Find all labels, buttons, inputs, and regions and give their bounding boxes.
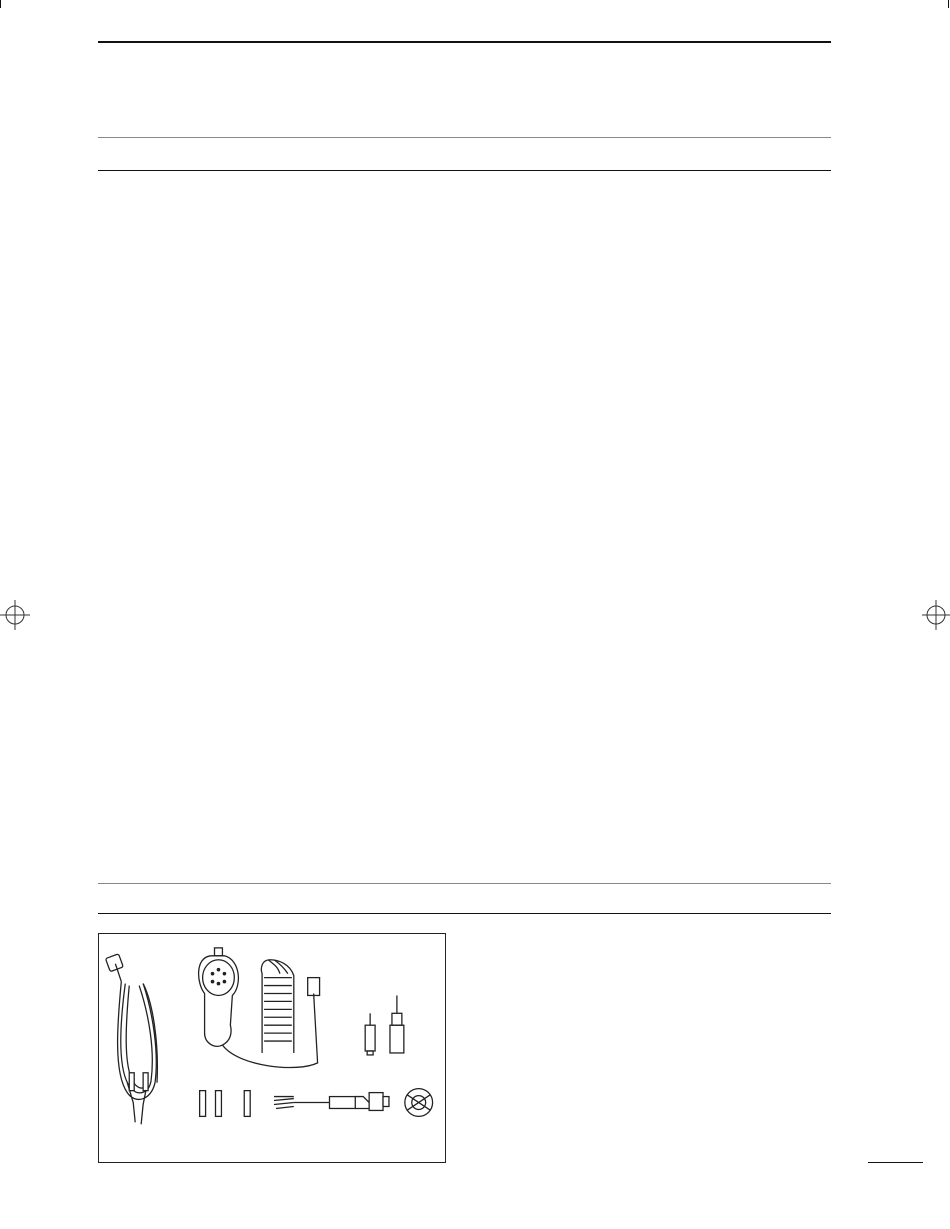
accessories-figure (98, 933, 446, 1163)
toc-rule-bottom (98, 170, 831, 171)
toc-left-column (98, 192, 447, 199)
toc-rule-top (98, 137, 831, 138)
accessories-illustration (99, 934, 445, 1162)
unpacking-rule-bottom (98, 913, 831, 914)
top-rule (98, 41, 831, 43)
dc-power-cable-illustration (105, 954, 157, 1124)
electronic-keyer-plug-illustration (390, 995, 404, 1052)
corner-mark-left (0, 0, 1, 8)
unpacking-rule-top (98, 883, 831, 884)
page-number-rule (868, 1162, 923, 1163)
rtty-key-plug-illustration (365, 1013, 375, 1055)
acc-cable-illustration (274, 1093, 389, 1111)
ferrite-bead-illustration (405, 1089, 433, 1117)
hand-microphone-illustration (199, 948, 320, 1068)
registration-mark-left (0, 598, 34, 632)
registration-mark-right (918, 598, 950, 632)
corner-mark-right (948, 0, 949, 8)
spare-fuses-illustration (200, 1091, 251, 1117)
